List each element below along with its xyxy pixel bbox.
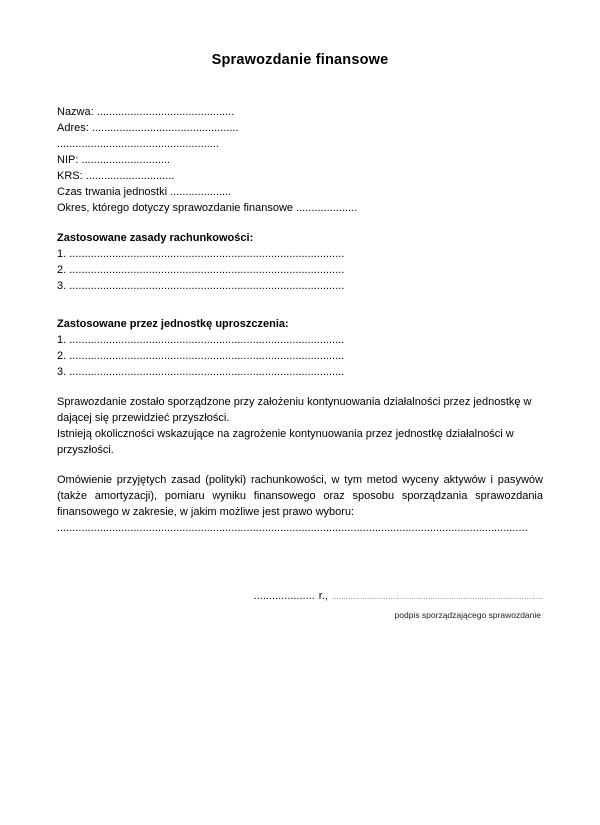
policies-fill-line: .......................................................................................................................................................... bbox=[57, 522, 528, 534]
paragraph-going-concern bbox=[57, 394, 543, 458]
signature-caption: podpis sporządzającego sprawozdanie bbox=[394, 610, 541, 620]
field-krs: KRS: ............................. bbox=[57, 170, 175, 182]
going-concern-text: Sprawozdanie zostało sporządzone przy założeniu kontynuowania działalności przez jednostkę w dającej się przewidzieć przyszłości. bbox=[57, 396, 532, 424]
section-item: 2. .......................................................................................... bbox=[57, 264, 345, 276]
signature-date-line bbox=[57, 588, 543, 606]
field-adres: Adres: ................................................ bbox=[57, 122, 239, 134]
field-nazwa: Nazwa: ............................................. bbox=[57, 106, 235, 118]
section-item: 2. .......................................................................................... bbox=[57, 350, 345, 362]
signature-line-dots: .......................................................................................... bbox=[331, 594, 543, 601]
field-czas-trwania: Czas trwania jednostki .................... bbox=[57, 186, 232, 198]
section-item: 1. .......................................................................................... bbox=[57, 248, 345, 260]
policies-text: Omówienie przyjętych zasad (polityki) rachunkowości, w tym metod wyceny aktywów i pasywów (także amortyzacji), pomiaru wyniku finansowego oraz sposobu sporządzania sprawozdania finansowego w zakresie, w jakim możliwe jest prawo wyboru: bbox=[57, 474, 543, 518]
section-item: 3. .......................................................................................... bbox=[57, 366, 345, 378]
circumstances-text: Istnieją okoliczności wskazujące na zagrożenie kontynuowania przez jednostkę działalności w przyszłości. bbox=[57, 428, 514, 456]
signature-date-dots: .................... bbox=[253, 590, 315, 602]
section-item: 3. .......................................................................................... bbox=[57, 280, 345, 292]
document-title: Sprawozdanie finansowe bbox=[211, 52, 389, 68]
section-heading: Zastosowane przez jednostkę uproszczenia: bbox=[57, 318, 289, 330]
header-fields bbox=[57, 104, 543, 216]
field-okres: Okres, którego dotyczy sprawozdanie finansowe .................... bbox=[57, 202, 358, 214]
paragraph-policies bbox=[57, 472, 543, 536]
signature-date-suffix: r., bbox=[318, 590, 328, 602]
field-nip: NIP: ............................. bbox=[57, 154, 171, 166]
signature-block bbox=[57, 588, 543, 623]
section-simplifications bbox=[57, 316, 543, 380]
section-heading: Zastosowane zasady rachunkowości: bbox=[57, 232, 254, 244]
section-item: 1. .......................................................................................... bbox=[57, 334, 345, 346]
field-adres-continued: ..................................................... bbox=[57, 138, 219, 150]
section-accounting-principles bbox=[57, 230, 543, 294]
